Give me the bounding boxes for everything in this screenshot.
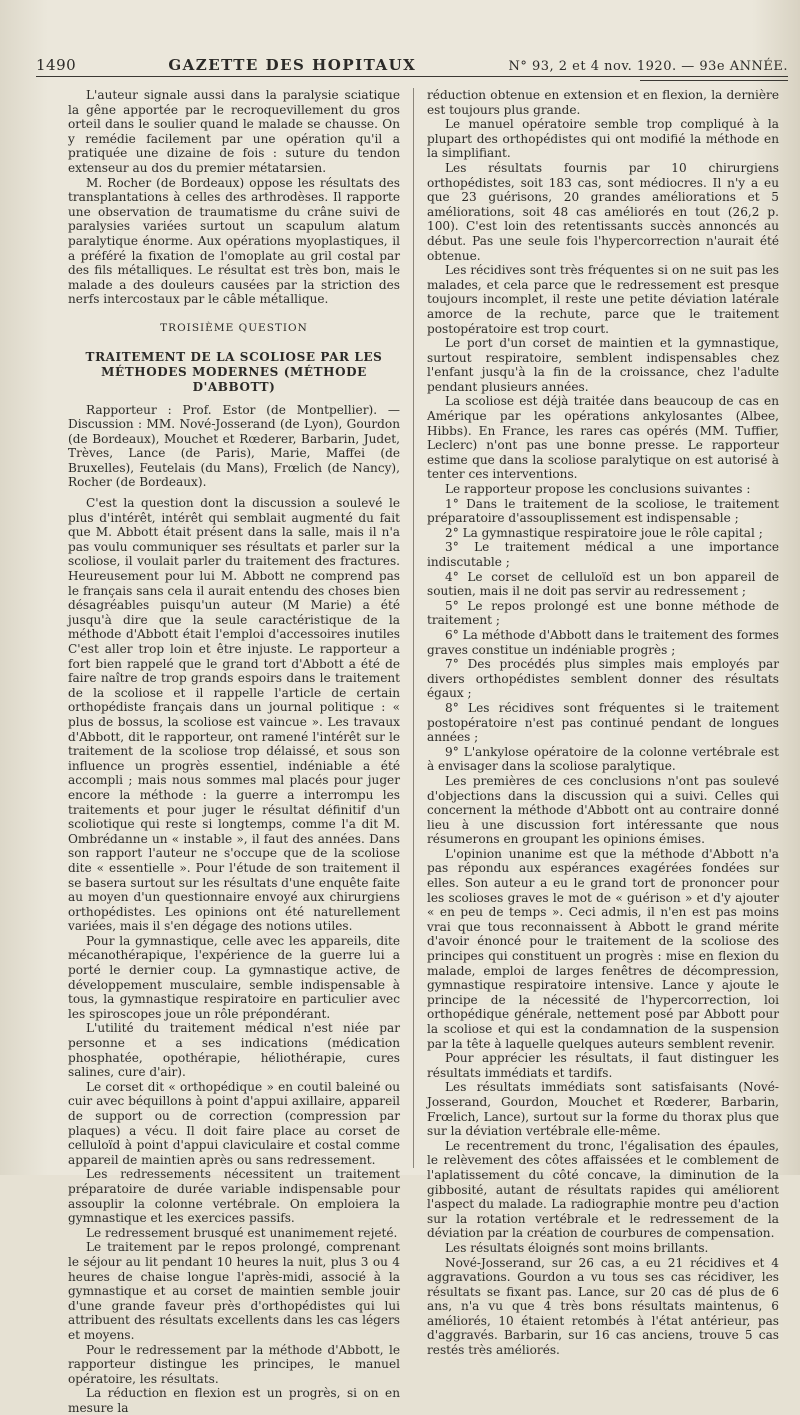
paragraph: Le recentrement du tronc, l'égalisation des épaules, le relèvement des côtes affaissées et le comblement de l'aplatissement du côté concave, la diminution de la gibbosité, autant de résultats rapides qui améliorent l'aspect du malade. La radiographie montre peu d'action sur la rotation vertébrale et le redressement de la déviation par la création de courbures de compensation. [427, 1138, 779, 1241]
paragraph: Le port d'un corset de maintien et la gymnastique, surtout respiratoire, semblent indispensables chez l'enfant jusqu'à la fin de la croissance, chez l'adulte pendant plusieurs années. [427, 336, 779, 394]
paragraph: Le traitement par le repos prolongé, comprenant le séjour au lit pendant 10 heures la nuit, plus 3 ou 4 heures de chaise longue l'après-midi, associé à la gymnastique et au corset de maintien semble jouir d'une grande faveur près d'orthopédistes qui lui attribuent des résultats excellents dans les cas légers et moyens. [68, 1240, 400, 1342]
conclusion-item: 8° Les récidives sont fréquentes si le traitement postopératoire n'est pas continué pendant de longues années ; [427, 700, 779, 745]
paragraph: La scoliose est déjà traitée dans beaucoup de cas en Amérique par les opérations ankylosantes (Albee, Hibbs). En France, les rares cas opérés (MM. Tuffier, Leclerc) n'ont pas une bonne presse. Le rapporteur estime que dans la scoliose paralytique on est autorisé à tenter ces interventions. [427, 394, 779, 482]
paragraph: M. Rocher (de Bordeaux) oppose les résultats des transplantations à celles des arthrodèses. Il rapporte une observation de traumatisme du crâne suivi de paralysies variées surtout un scapulum alatum paralytique énorme. Aux opérations myoplastiques, il a préféré la fixation de l'omoplate au gril costal par des fils métalliques. Le résultat est très bon, mais le malade a des douleurs causées par la striction des nerfs intercostaux par le câble métallique. [68, 175, 400, 307]
paragraph: Pour la gymnastique, celle avec les appareils, dite mécanothérapique, l'expérience de la guerre lui a porté le dernier coup. La gymnastique active, de développement musculaire, semble indispensable à tous, la gymnastique respiratoire en particulier avec les spiroscopes joue un rôle prépondérant. [68, 933, 400, 1021]
page-header [36, 48, 788, 74]
paragraph: Les redressements nécessitent un traitement préparatoire de durée variable indispensable pour assouplir la colonne vertébrale. On emploiera la gymnastique et les exercices passifs. [68, 1167, 400, 1226]
paragraph: Les résultats fournis par 10 chirurgiens orthopédistes, soit 183 cas, sont médiocres. Il n'y a eu que 23 guérisons, 20 grandes améliorations et 5 améliorations, soit 48 cas améliorés en tout (26,2 p. 100). C'est loin des retentissants succès annoncés au début. Pas une seule fois l'hypercorrection n'aurait été obtenue. [427, 160, 779, 263]
paragraph: Le manuel opératoire semble trop compliqué à la plupart des orthopédistes qui ont modifié la méthode en la simplifiant. [427, 117, 779, 161]
paragraph: L'auteur signale aussi dans la paralysie sciatique la gêne apportée par le recroquevillement du gros orteil dans le soulier quand le malade se chausse. On y remédie facilement par une opération qu'il a pratiquée une dizaine de fois : suture du tendon extenseur au dos du premier métatarsien. [68, 88, 400, 175]
paragraph: L'opinion unanime est que la méthode d'Abbott n'a pas répondu aux espérances exagérées fondées sur elles. Son auteur a eu le grand tort de prononcer pour les scolioses graves le mot de « guérison » et d'y ajouter « en peu de temps ». Ceci admis, il n'en est pas moins vrai que tous reconnaissent à Abbott le grand mérite d'avoir énoncé pour le traitement de la scoliose des principes qui constituent un progrès : mise en flexion du malade, emploi de larges fenêtres de décompression, gymnastique respiratoire intensive. Lance y ajoute le principe de la nécessité de l'hypercorrection, loi orthopédique générale, nettement posé par Abbott pour la scoliose et qui est la condamnation de la suspension par la tête à laquelle quelques auteurs semblent revenir. [427, 846, 779, 1051]
conclusion-item: 9° L'ankylose opératoire de la colonne vertébrale est à envisager dans la scoliose paralytique. [427, 744, 779, 774]
column-divider [413, 88, 414, 1168]
journal-title: GAZETTE DES HOPITAUX [168, 56, 417, 74]
conclusion-item: 5° Le repos prolongé est une bonne méthode de traitement ; [427, 598, 779, 628]
paragraph: Nové-Josserand, sur 26 cas, a eu 21 récidives et 4 aggravations. Gourdon a vu tous ses cas récidiver, les résultats se fixant pas. Lance, sur 20 cas dé plus de 6 ans, n'a vu que 4 très bons résultats maintenus, 6 améliorés, 10 étaient retombés à l'état antérieur, pas d'aggravés. Barbarin, sur 16 cas anciens, trouve 5 cas restés très améliorés. [427, 1255, 779, 1358]
section-label: TROISIÈME QUESTION [160, 321, 308, 334]
left-column [68, 88, 400, 1415]
paragraph: L'utilité du traitement médical n'est niée par personne et a ses indications (médication phosphatée, opothérapie, héliothérapie, cures salines, cure d'air). [68, 1021, 400, 1080]
paragraph: Les récidives sont très fréquentes si on ne suit pas les malades, et cela parce que le redressement est presque toujours incomplet, il reste une petite déviation latérale amorce de la rechute, parce que le traitement postopératoire est trop court. [427, 263, 779, 336]
paragraph: Le corset dit « orthopédique » en coutil baleiné ou cuir avec béquillons à point d'appui axillaire, appareil de support ou de correction (compression par plaques) a vécu. Il doit faire place au corset de celluloïd à point d'appui claviculaire et costal comme appareil de maintien après ou sans redressement. [68, 1079, 400, 1167]
issue-info: N° 93, 2 et 4 nov. 1920. — 93e ANNÉE. [508, 59, 788, 74]
page-number: 1490 [36, 56, 77, 74]
paragraph: C'est la question dont la discussion a soulevé le plus d'intérêt, intérêt qui semblait augmenté du fait que M. Abbott était présent dans la salle, mais il n'a pas voulu communiquer ses résultats et parler sur la scoliose, il voulait parler du traitement des fractures. Heureusement pour lui M. Abbott ne comprend pas le français sans cela il aurait entendu des choses bien désagréables puisqu'un auteur (M Marie) a été jusqu'à dire que la seule caractéristique de la méthode d'Abbott était l'emploi d'accessoires inutiles C'est aller trop loin et être injuste. Le rapporteur a fort bien rappelé que le grand tort d'Abbott a été de faire naître de trop grands espoirs dans le traitement de la scoliose et il rappelle l'article de certain orthopédiste français dans un journal politique : « plus de bossus, la scoliose est vaincue ». Les travaux d'Abbott, dit le rapporteur, ont ramené l'intérêt sur le traitement de la scoliose trop délaissé, et sous son influence un progrès essentiel, indéniable a été accompli ; mais nous sommes mal placés pour juger encore la méthode : la guerre a interrompu les traitements et pour juger le résultat définitif d'un scoliotique qui reste si longtemps, comme l'a dit M. Ombrédanne un « instable », il faut des années. Dans son rapport l'auteur ne s'occupe que de la scoliose dite « essentielle ». Pour l'étude de son traitement il se basera surtout sur les résultats d'une enquête faite au moyen d'un questionnaire envoyé aux chirurgiens orthopédistes. Les opinions ont été naturellement variées, mais il s'en dégage des notions utiles. [68, 496, 400, 934]
paragraph: Le redressement brusqué est unanimement rejeté. [86, 1225, 398, 1240]
paragraph: réduction obtenue en extension et en flexion, la dernière est toujours plus grande. [427, 88, 779, 117]
conclusion-item: 6° La méthode d'Abbott dans le traitement des formes graves constitue un indéniable progrès ; [427, 627, 779, 657]
section-title: TRAITEMENT DE LA SCOLIOSE PAR LES MÉTHODES MODERNES (MÉTHODE D'ABBOTT) [85, 349, 383, 394]
paragraph: Les résultats éloignés sont moins brillants. [445, 1240, 709, 1255]
right-column [427, 88, 779, 1358]
paragraph: Pour apprécier les résultats, il faut distinguer les résultats immédiats et tardifs. [427, 1051, 779, 1080]
paragraph: Le rapporteur propose les conclusions suivantes : [445, 482, 751, 497]
conclusion-item: 3° Le traitement médical a une importance indiscutable ; [427, 540, 779, 569]
paragraph: Pour le redressement par la méthode d'Abbott, le rapporteur distingue les principes, le manuel opératoire, les résultats. [68, 1342, 400, 1386]
paragraph: La réduction en flexion est un progrès, si on en mesure la [68, 1386, 400, 1415]
paragraph: Les premières de ces conclusions n'ont pas soulevé d'objections dans la discussion qui a suivi. Celles qui concernent la méthode d'Abbott ont au contraire donné lieu à une discussion fort intéressante que nous résumerons en groupant les opinions émises. [427, 773, 779, 847]
conclusion-item: 2° La gymnastique respiratoire joue le rôle capital ; [445, 525, 763, 540]
header-rule-secondary [640, 80, 788, 81]
paragraph: Les résultats immédiats sont satisfaisants (Nové-Josserand, Gourdon, Mouchet et Rœderer, Barbarin, Frœlich, Lance), surtout sur la forme du thorax plus que sur la déviation vertébrale elle-même. [427, 1080, 779, 1139]
rapporteurs: Rapporteur : Prof. Estor (de Montpellier). — Discussion : MM. Nové-Josserand (de Lyon), Gourdon (de Bordeaux), Mouchet et Rœderer, Barbarin, Judet, Trèves, Lance (de Paris), Marie, Maffei (de Bruxelles), Feutelais (du Mans), Frœlich (de Nancy), Rocher (de Bordeaux). [68, 402, 400, 490]
header-rule [36, 76, 788, 77]
conclusion-item: 1° Dans le traitement de la scoliose, le traitement préparatoire d'assouplissement est indispensable ; [427, 496, 779, 526]
conclusion-item: 4° Le corset de celluloïd est un bon appareil de soutien, mais il ne doit pas servir au redressement ; [427, 569, 779, 599]
conclusion-item: 7° Des procédés plus simples mais employés par divers orthopédistes semblent donner des résultats égaux ; [427, 657, 779, 701]
